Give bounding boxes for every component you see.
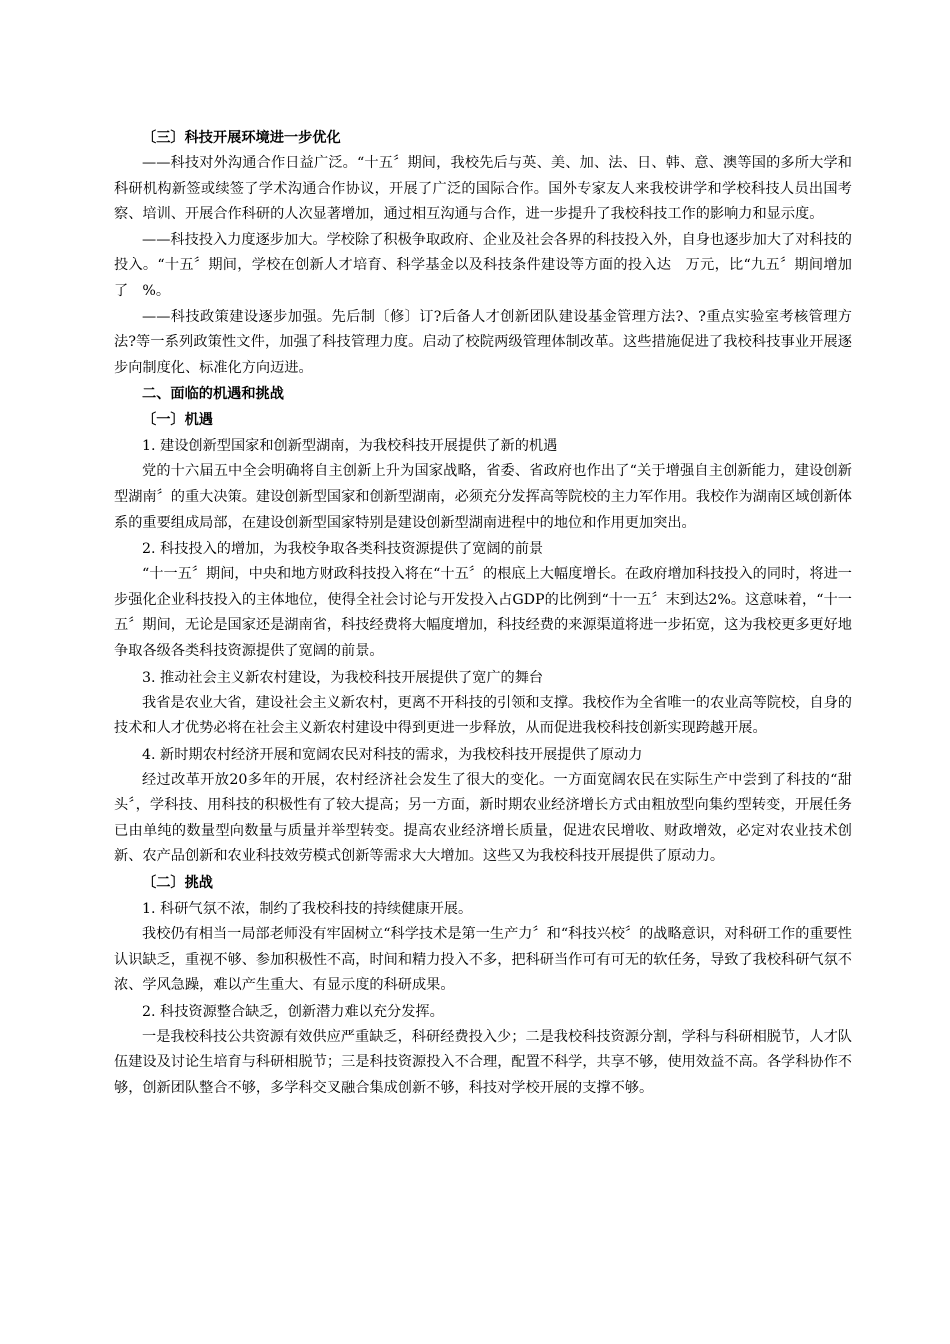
numbered-item: 4. 新时期农村经济开展和宽阔农民对科技的需求，为我校科技开展提供了原动力 [142,746,643,763]
subsection-heading: 〔一〕机遇 [142,412,213,429]
section-heading: 二、面临的机遇和挑战 [142,386,284,403]
paragraph: 一是我校科技公共资源有效供应严重缺乏，科研经费投入少；二是我校科技资源分割，学科与科研相脱节，人才队伍建设及讨论生培育与科研相脱节；三是科技资源投入不合理，配置不科学，共享不够，使用效益不高。各学科协作不够，创新团队整合不够，多学科交叉融合集成创新不够，科技对学校开展的支撑不够。 [114,1028,852,1097]
numbered-item: 2. 科技资源整合缺乏，创新潜力难以充分发挥。 [142,1003,444,1020]
document-body [114,125,852,1102]
numbered-item: 1. 建设创新型国家和创新型湖南，为我校科技开展提供了新的机遇 [142,438,558,455]
numbered-item: 1. 科研气氛不浓，制约了我校科技的持续健康开展。 [142,901,473,918]
paragraph: ——科技投入力度逐步加大。学校除了积极争取政府、企业及社会各界的科技投入外，自身也逐步加大了对科技的投入。“十五〞期间，学校在创新人才培育、科学基金以及科技条件建设等方面的投入达 万元，比“九五〞期间增加了 %。 [114,231,852,299]
subsection-heading: 〔二〕挑战 [142,875,213,892]
numbered-item: 2. 科技投入的增加，为我校争取各类科技资源提供了宽阔的前景 [142,541,544,558]
numbered-item: 3. 推动社会主义新农村建设，为我校科技开展提供了宽广的舞台 [142,669,544,686]
paragraph: ——科技政策建设逐步加强。先后制〔修〕订?后备人才创新团队建设基金管理方法?、?重点实验室考核管理方法?等一系列政策性文件，加强了科技管理力度。启动了校院两级管理体制改革。这些措施促进了我校科技事业开展逐步向制度化、标准化方向迈进。 [114,308,852,376]
paragraph: ——科技对外沟通合作日益广泛。“十五〞期间，我校先后与英、美、加、法、日、韩、意、澳等国的多所大学和科研机构新签或续签了学术沟通合作协议，开展了广泛的国际合作。国外专家友人来我校讲学和学校科技人员出国考察、培训、开展合作科研的人次显著增加，通过相互沟通与合作，进一步提升了我校科技工作的影响力和显示度。 [114,155,852,223]
paragraph: 党的十六届五中全会明确将自主创新上升为国家战略，省委、省政府也作出了“关于增强自主创新能力，建设创新型湖南〞的重大决策。建设创新型国家和创新型湖南，必须充分发挥高等院校的主力军作用。我校作为湖南区域创新体系的重要组成局部，在建设创新型国家特别是建设创新型湖南进程中的地位和作用更加突出。 [114,463,852,531]
paragraph: 我省是农业大省，建设社会主义新农村，更离不开科技的引领和支撑。我校作为全省唯一的农业高等院校，自身的技术和人才优势必将在社会主义新农村建设中得到更进一步释放，从而促进我校科技创新实现跨越开展。 [114,694,852,737]
paragraph: “十一五〞期间，中央和地方财政科技投入将在“十五〞的根底上大幅度增长。在政府增加科技投入的同时，将进一步强化企业科技投入的主体地位，使得全社会讨论与开发投入占GDP的比例到“十一五〞末到达2%。这意味着，“十一五〞期间，无论是国家还是湖南省，科技经费将大幅度增加，科技经费的来源渠道将进一步拓宽，这为我校更多更好地争取各级各类科技资源提供了宽阔的前景。 [114,566,852,659]
section-heading: 〔三〕科技开展环境进一步优化 [142,130,341,146]
paragraph: 经过改革开放20多年的开展，农村经济社会发生了很大的变化。一方面宽阔农民在实际生产中尝到了科技的“甜头〞，学科技、用科技的积极性有了较大提高；另一方面，新时期农业经济增长方式由粗放型向集约型转变，开展任务已由单纯的数量型向数量与质量并举型转变。提高农业经济增长质量，促进农民增收、财政增效，必定对农业技术创新、农产品创新和农业科技效劳模式创新等需求大大增加。这些又为我校科技开展提供了原动力。 [114,771,852,865]
paragraph: 我校仍有相当一局部老师没有牢固树立“科学技术是第一生产力〞和“科技兴校〞的战略意识，对科研工作的重要性认识缺乏，重视不够、参加积极性不高，时间和精力投入不多，把科研当作可有可无的软任务，导致了我校科研气氛不浓、学风急躁，难以产生重大、有显示度的科研成果。 [114,926,852,994]
